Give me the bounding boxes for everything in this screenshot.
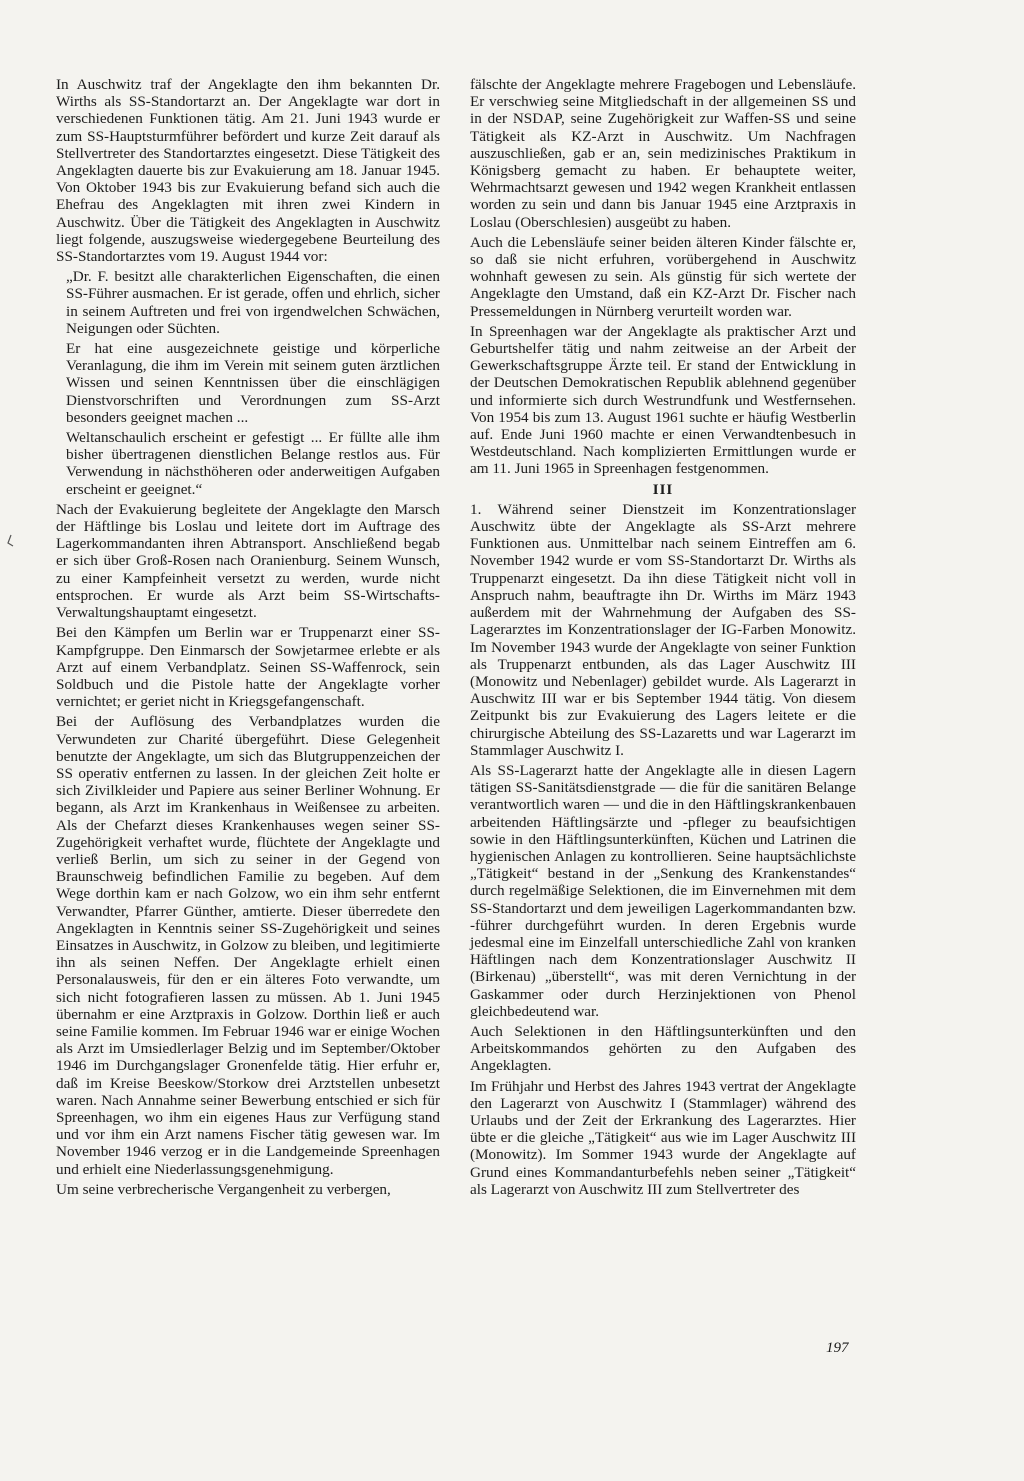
left-column	[56, 76, 440, 1201]
quote-paragraph: „Dr. F. besitzt alle charakterlichen Eigenschaften, die einen SS-Führer ausmachen. Er ist gerade, offen und ehrlich, sicher in seinem Auftreten und frei von irgendwelchen Schwächen, Neigungen oder Süchten.	[66, 268, 440, 337]
paragraph: Nach der Evakuierung begleitete der Angeklagte den Marsch der Häftlinge bis Loslau und leitete dort im Auftrage des Lagerkommandanten ihren Abtransport. Anschließend begab er sich über Groß-Rosen nach Oranienburg. Seinem Wunsch, zu einer Kampfeinheit versetzt zu werden, wurde nicht entsprochen. Er wurde als Arzt beim SS-Wirtschafts-Verwaltungshauptamt eingesetzt.	[56, 500, 440, 622]
section-heading: III	[652, 481, 674, 498]
paragraph: Um seine verbrecherische Vergangenheit zu verbergen,	[56, 1180, 391, 1198]
paragraph: In Auschwitz traf der Angeklagte den ihm bekannten Dr. Wirths als SS-Standortarzt an. Der Angeklagte war dort in verschiedenen Funktionen tätig. Am 21. Juni 1943 wurde er zum SS-Hauptsturmführer befördert und kurze Zeit darauf als Stellvertreter des Standortarztes eingesetzt. Diese Tätigkeit des Angeklagten dauerte bis zur Evakuierung am 18. Januar 1945. Von Oktober 1943 bis zur Evakuierung befand sich auch die Ehefrau des Angeklagten mit ihren zwei Kindern in Auschwitz. Über die Tätigkeit des Angeklagten in Auschwitz liegt folgende, auszugsweise wiedergegebene Beurteilung des SS-Standortarztes vom 19. August 1944 vor:	[56, 76, 440, 266]
right-column	[470, 76, 856, 1201]
paragraph: Im Frühjahr und Herbst des Jahres 1943 vertrat der Angeklagte den Lagerarzt von Auschwitz I (Stammlager) während des Urlaubs und der Zeit der Erkrankung des Lagerarztes. Hier übte er die gleiche „Tätigkeit“ aus wie im Lager Auschwitz III (Monowitz). Im Sommer 1943 wurde der Angeklagte auf Grund eines Kommandanturbefehls neben seiner „Tätigkeit“ als Lagerarzt von Auschwitz III zum Stellvertreter des	[470, 1077, 856, 1198]
paragraph: 1. Während seiner Dienstzeit im Konzentrationslager Auschwitz übte der Angeklagte als SS-Arzt mehrere Funktionen aus. Unmittelbar nach seinem Eintreffen am 6. November 1942 wurde er vom SS-Standortarzt Dr. Wirths als Truppenarzt eingesetzt. Da ihn diese Tätigkeit nicht voll in Anspruch nahm, beauftragte ihn Dr. Wirths im März 1943 außerdem mit der Wahrnehmung der Aufgaben des SS-Lagerarztes im Konzentrationslager der IG-Farben Monowitz. Im November 1943 wurde der Angeklagte von seiner Funktion als Truppenarzt entbunden, als das Lager Auschwitz III (Monowitz und Nebenlager) gebildet wurde. Als Lagerarzt in Auschwitz III war er bis September 1944 tätig. Von diesem Zeitpunkt bis zur Evakuierung des Lagers leitete er die chirurgische Abteilung des SS-Lazaretts und war Lagerarzt im Stammlager Auschwitz I.	[470, 500, 856, 759]
paragraph: In Spreenhagen war der Angeklagte als praktischer Arzt und Geburtshelfer tätig und nahm zeitweise an der Arbeit der Gewerkschaftsgruppe Ärzte teil. Er stand der Entwicklung in der Deutschen Demokratischen Republik ablehnend gegenüber und informierte sich durch Westrundfunk und Westfernsehen. Von 1954 bis zum 13. August 1961 suchte er häufig Westberlin auf. Ende Juni 1960 machte er einen Verwandtenbesuch in Westdeutschland. Nach komplizierten Ermittlungen wurde er am 11. Juni 1965 in Spreenhagen festgenommen.	[470, 322, 856, 478]
quote-paragraph: Weltanschaulich erscheint er gefestigt ... Er füllte alle ihm bisher übertragenen dienstlichen Belange restlos aus. Für Verwendung in nächsthöheren oder anderweitigen Aufgaben erscheint er geeignet.“	[66, 429, 440, 498]
paragraph: Auch die Lebensläufe seiner beiden älteren Kinder fälschte er, so daß sie nicht erfuhren, vorübergehend in Auschwitz wohnhaft gewesen zu sein. Als günstig für sich wertete der Angeklagte den Umstand, daß ein KZ-Arzt Dr. Fischer nach Pressemeldungen in Nürnberg verurteilt worden war.	[470, 233, 856, 320]
paragraph: fälschte der Angeklagte mehrere Fragebogen und Lebensläufe. Er verschwieg seine Mitgliedschaft in der allgemeinen SS und in der NSDAP, seine Zugehörigkeit zur Waffen-SS und seine Tätigkeit als KZ-Arzt in Auschwitz. Um Nachfragen auszuschließen, gab er an, sein medizinisches Praktikum in Königsberg gemacht zu haben. Er behauptete weiter, Wehrmachtsarzt gewesen und 1942 wegen Krankheit entlassen worden zu sein und dann bis Januar 1945 eine Arztpraxis in Loslau (Oberschlesien) ausgeübt zu haben.	[470, 76, 856, 231]
paragraph: Auch Selektionen in den Häftlingsunterkünften und den Arbeitskommandos gehörten zu den Aufgaben des Angeklagten.	[470, 1022, 856, 1075]
paragraph: Als SS-Lagerarzt hatte der Angeklagte alle in diesen Lagern tätigen SS-Sanitätsdienstgrade — die für die sanitären Belange verantwortlich waren — und die in den Häftlingskrankenbauen arbeitenden Häftlingsärzte und -pfleger zu beaufsichtigen sowie in den Häftlingsunterkünften, Küchen und Latrinen die hygienischen Anlagen zu kontrollieren. Seine hauptsächlichste „Tätigkeit“ bestand in der „Senkung des Krankenstandes“ durch regelmäßige Selektionen, die im Einvernehmen mit dem SS-Standortarzt und dem jeweiligen Lagerkommandanten bzw. -führer durchgeführt wurden. In deren Ergebnis wurde jedesmal eine im Einzelfall unterschiedliche Zahl von kranken Häftlingen nach dem Konzentrationslager Auschwitz II (Birkenau) „überstellt“, was mit deren Vernichtung in der Gaskammer oder durch Herzinjektionen von Phenol gleichbedeutend war.	[470, 761, 856, 1020]
paragraph: Bei den Kämpfen um Berlin war er Truppenarzt einer SS-Kampfgruppe. Den Einmarsch der Sowjetarmee erlebte er als Arzt auf einem Verbandplatz. Seinen SS-Waffenrock, sein Soldbuch und die Pistole hatte der Angeklagte vorher vernichtet; er geriet nicht in Kriegsgefangenschaft.	[56, 624, 440, 711]
margin-pencil-mark	[4, 534, 14, 550]
page-number: 197	[826, 1340, 849, 1356]
quote-paragraph: Er hat eine ausgezeichnete geistige und körperliche Veranlagung, die ihm im Verein mit seinem guten ärztlichen Wissen und seinen Kenntnissen über die einschlägigen Dienstvorschriften und Verordnungen zum SS-Arzt besonders geeignet machen ...	[66, 340, 440, 426]
paragraph: Bei der Auflösung des Verbandplatzes wurden die Verwundeten zur Charité übergeführt. Diese Gelegenheit benutzte der Angeklagte, um sich das Blutgruppenzeichen der SS operativ entfernen zu lassen. In der gleichen Zeit holte er sich Zivilkleider und Papiere aus seiner Berliner Wohnung. Er begann, als Arzt im Krankenhaus in Weißensee zu arbeiten. Als der Chefarzt dieses Krankenhauses wegen seiner SS-Zugehörigkeit verhaftet wurde, flüchtete der Angeklagte und verließ Berlin, um sich zu seiner in der Gegend von Braunschweig befindlichen Familie zu begeben. Auf dem Wege dorthin kam er nach Golzow, wo ein ihm sehr entfernt Verwandter, Pfarrer Günther, amtierte. Dieser überredete den Angeklagten in Kenntnis seiner SS-Zugehörigkeit und seines Einsatzes in Auschwitz, in Golzow zu bleiben, und legitimierte ihn als seinen Neffen. Der Angeklagte erhielt einen Personalausweis, für den er ein älteres Foto verwandte, um sich nicht fotografieren lassen zu müssen. Ab 1. Juni 1945 übernahm er eine Arztpraxis in Golzow. Dorthin ließ er auch seine Familie kommen. Im Februar 1946 war er einige Wochen als Arzt im Umsiedlerlager Belzig und im September/Oktober 1946 im Durchgangslager Gronenfelde tätig. Hier erfuhr er, daß im Kreise Beeskow/Storkow drei Arztstellen unbesetzt waren. Nach Annahme seiner Bewerbung entschied er sich für Spreenhagen, wo ihm ein eigenes Haus zur Verfügung stand und vor ihm ein Arzt namens Fischer tätig gewesen war. Im November 1946 verzog er in die Landgemeinde Spreenhagen und erhielt eine Niederlassungsgenehmigung.	[56, 713, 440, 1178]
